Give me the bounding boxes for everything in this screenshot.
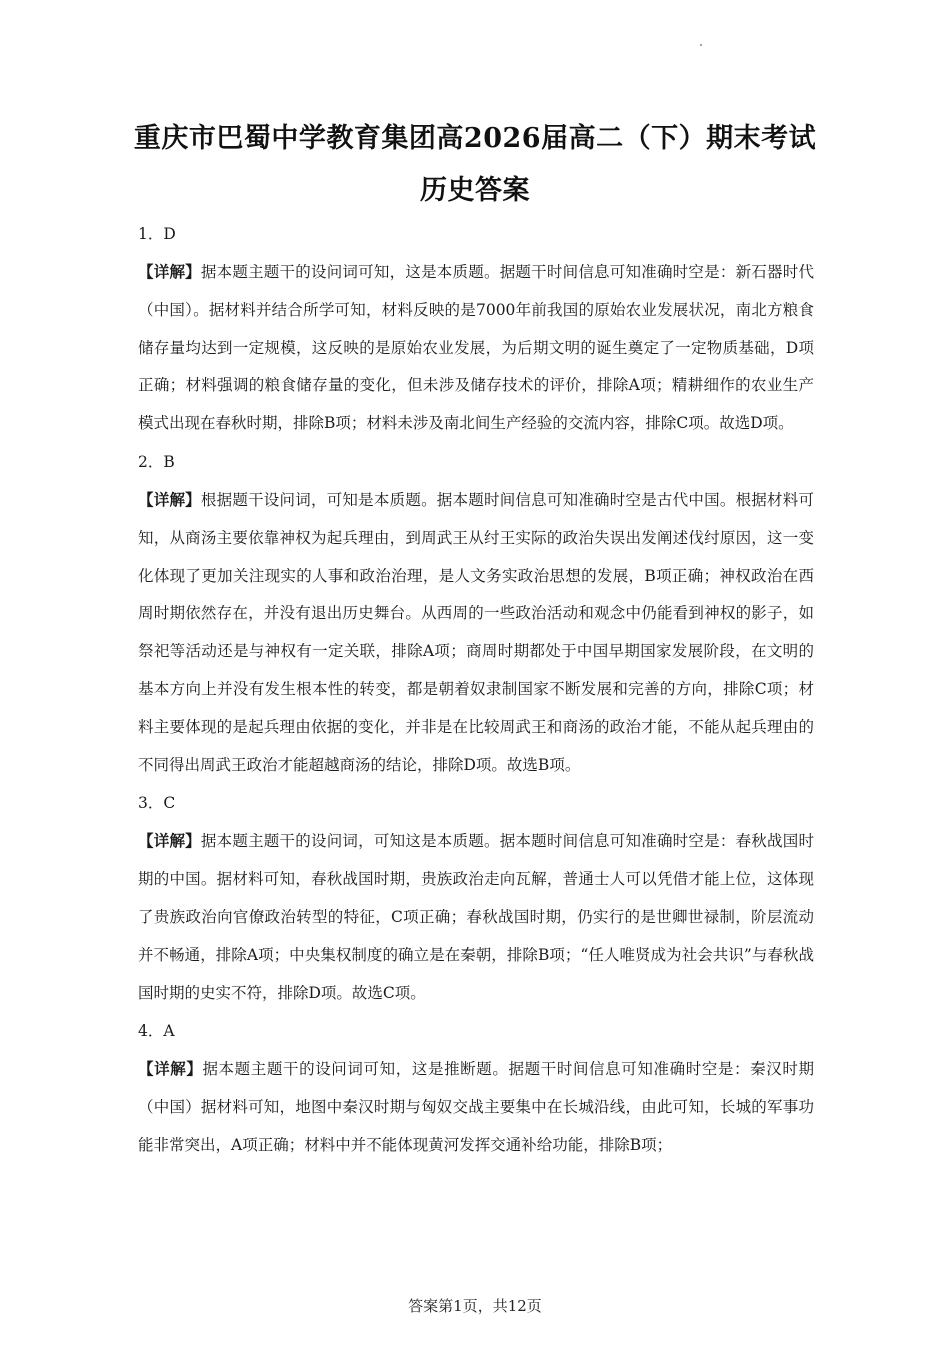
page-title: 重庆市巴蜀中学教育集团高2026届高二（下）期末考试: [133, 123, 817, 154]
question-explanation: [138, 481, 814, 784]
question-1: [138, 215, 814, 443]
explanation-text: 据本题主题干的设问词可知，这是本质题。据题干时间信息可知准确时空是：新石器时代（中国）。据材料并结合所学可知，材料反映的是7000年前我国的原始农业发展状况，南北方粮食储存量均达到一定规模，这反映的是原始农业发展，为后期文明的诞生奠定了一定物质基础，D项正确；材料强调的粮食储存量的变化，但未涉及储存技术的评价，排除A项；精耕细作的农业生产模式出现在春秋时期，排除B项；材料未涉及南北间生产经验的交流内容，排除C项。故选D项。: [138, 263, 814, 433]
question-number: 2．B: [138, 452, 175, 471]
question-number: 3．C: [138, 794, 176, 813]
explanation-text: 根据题干设问词，可知是本质题。据本题时间信息可知准确时空是古代中国。根据材料可知，从商汤主要依靠神权为起兵理由，到周武王从纣王实际的政治失误出发阐述伐纣原因，这一变化体现了更加关注现实的人事和政治治理，是人文务实政治思想的发展，B项正确；神权政治在西周时期依然存在，并没有退出历史舞台。从西周的一些政治活动和观念中仍能看到神权的影子，如祭祀等活动还是与神权有一定关联，排除A项；商周时期都处于中国早期国家发展阶段，在文明的基本方向上并没有发生根本性的转变，都是朝着奴隶制国家不断发展和完善的方向，排除C项；材料主要体现的是起兵理由依据的变化，并非是在比较周武王和商汤的政治才能，不能从起兵理由的不同得出周武王政治才能超越商汤的结论，排除D项。故选B项。: [138, 490, 814, 774]
question-explanation: [138, 253, 814, 443]
answer-content: [138, 215, 814, 1165]
detail-tag: 【详解】: [138, 262, 201, 281]
detail-tag: 【详解】: [138, 1059, 203, 1079]
question-number: 4．A: [138, 1022, 175, 1041]
detail-tag: 【详解】: [138, 489, 201, 509]
question-2: [138, 443, 814, 784]
question-4: [138, 1012, 814, 1164]
scan-speck: [700, 44, 702, 46]
question-explanation: [138, 1050, 814, 1164]
explanation-text: 据本题主题干的设问词，可知这是本质题。据本题时间信息可知准确时空是：春秋战国时期的中国。据材料可知，春秋战国时期，贵族政治走向瓦解，普通士人可以凭借才能上位，这体现了贵族政治向官僚政治转型的特征，C项正确；春秋战国时期，仍实行的是世卿世禄制，阶层流动并不畅通，排除A项；中央集权制度的确立是在秦朝，排除B项；“任人唯贤成为社会共识”与春秋战国时期的史实不符，排除D项。故选C项。: [138, 832, 814, 1002]
page-footer: 答案第1页，共12页: [408, 1297, 542, 1315]
question-number: 1．D: [138, 225, 176, 243]
page-subtitle: 历史答案: [420, 175, 530, 206]
explanation-text: 据本题主题干的设问词可知，这是推断题。据题干时间信息可知准确时空是：秦汉时期（中国）据材料可知，地图中秦汉时期与匈奴交战主要集中在长城沿线，由此可知，长城的军事功能非常突出，A项正确；材料中并不能体现黄河发挥交通补给功能，排除B项；: [138, 1060, 814, 1154]
detail-tag: 【详解】: [138, 831, 201, 851]
question-3: [138, 784, 814, 1012]
question-explanation: [138, 822, 814, 1012]
